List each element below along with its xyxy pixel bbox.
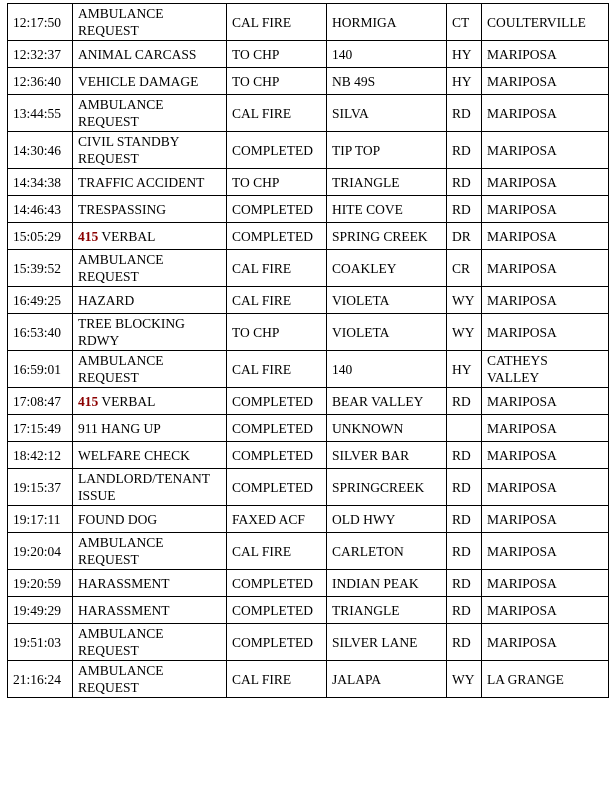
call-type-text: HARASSMENT — [78, 602, 170, 618]
disposition-cell: TO CHP — [227, 314, 327, 351]
time-cell: 15:05:29 — [8, 223, 73, 250]
city-cell: MARIPOSA — [482, 250, 609, 287]
call-type-text: AMBULANCE REQUEST — [78, 252, 164, 284]
call-type-text: TRAFFIC ACCIDENT — [78, 174, 205, 190]
call-type-cell — [73, 624, 227, 661]
city-cell: MARIPOSA — [482, 506, 609, 533]
street-cell: 140 — [327, 41, 447, 68]
table-row — [8, 624, 609, 661]
table-row — [8, 4, 609, 41]
time-cell: 21:16:24 — [8, 661, 73, 698]
street-suffix-cell: RD — [447, 624, 482, 661]
street-cell: NB 49S — [327, 68, 447, 95]
disposition-cell: TO CHP — [227, 169, 327, 196]
call-type-text: VEHICLE DAMAGE — [78, 73, 199, 89]
street-suffix-cell: CT — [447, 4, 482, 41]
city-cell: MARIPOSA — [482, 415, 609, 442]
time-cell: 19:51:03 — [8, 624, 73, 661]
call-type-cell — [73, 132, 227, 169]
street-suffix-cell: RD — [447, 533, 482, 570]
city-cell: MARIPOSA — [482, 533, 609, 570]
street-suffix-cell: HY — [447, 68, 482, 95]
street-cell: BEAR VALLEY — [327, 388, 447, 415]
disposition-cell: COMPLETED — [227, 624, 327, 661]
table-row — [8, 41, 609, 68]
table-row — [8, 169, 609, 196]
call-type-cell — [73, 41, 227, 68]
disposition-cell: CAL FIRE — [227, 533, 327, 570]
street-suffix-cell: RD — [447, 442, 482, 469]
call-type-text: WELFARE CHECK — [78, 447, 190, 463]
table-row — [8, 250, 609, 287]
call-type-cell — [73, 415, 227, 442]
disposition-cell: COMPLETED — [227, 388, 327, 415]
city-cell: COULTERVILLE — [482, 4, 609, 41]
city-cell: CATHEYS VALLEY — [482, 351, 609, 388]
call-type-cell — [73, 314, 227, 351]
city-cell: MARIPOSA — [482, 287, 609, 314]
street-cell: SPRINGCREEK — [327, 469, 447, 506]
time-cell: 12:17:50 — [8, 4, 73, 41]
city-cell: MARIPOSA — [482, 196, 609, 223]
call-type-cell — [73, 95, 227, 132]
street-suffix-cell: CR — [447, 250, 482, 287]
street-cell: SPRING CREEK — [327, 223, 447, 250]
street-cell: SILVA — [327, 95, 447, 132]
call-type-text: ANIMAL CARCASS — [78, 46, 197, 62]
call-type-text: LANDLORD/TENANT ISSUE — [78, 471, 210, 503]
call-type-text: TREE BLOCKING RDWY — [78, 316, 185, 348]
street-suffix-cell: RD — [447, 469, 482, 506]
city-cell: MARIPOSA — [482, 314, 609, 351]
call-type-text: HARASSMENT — [78, 575, 170, 591]
call-type-cell — [73, 661, 227, 698]
table-row — [8, 597, 609, 624]
table-row — [8, 388, 609, 415]
time-cell: 19:20:04 — [8, 533, 73, 570]
table-row — [8, 314, 609, 351]
city-cell: MARIPOSA — [482, 169, 609, 196]
time-cell: 14:34:38 — [8, 169, 73, 196]
call-type-cell — [73, 351, 227, 388]
street-suffix-cell: HY — [447, 351, 482, 388]
city-cell: MARIPOSA — [482, 388, 609, 415]
table-row — [8, 570, 609, 597]
disposition-cell: COMPLETED — [227, 469, 327, 506]
disposition-cell: COMPLETED — [227, 223, 327, 250]
call-type-text: TRESPASSING — [78, 201, 167, 217]
disposition-cell: COMPLETED — [227, 570, 327, 597]
disposition-cell: TO CHP — [227, 68, 327, 95]
street-cell: HITE COVE — [327, 196, 447, 223]
table-row — [8, 469, 609, 506]
table-row — [8, 287, 609, 314]
call-type-cell — [73, 469, 227, 506]
city-cell: MARIPOSA — [482, 132, 609, 169]
call-type-cell — [73, 597, 227, 624]
call-type-cell — [73, 4, 227, 41]
city-cell: LA GRANGE — [482, 661, 609, 698]
table-row — [8, 442, 609, 469]
table-row — [8, 533, 609, 570]
time-cell: 16:59:01 — [8, 351, 73, 388]
street-cell: SILVER BAR — [327, 442, 447, 469]
street-suffix-cell: RD — [447, 132, 482, 169]
table-row — [8, 95, 609, 132]
time-cell: 15:39:52 — [8, 250, 73, 287]
time-cell: 19:15:37 — [8, 469, 73, 506]
street-suffix-cell: RD — [447, 388, 482, 415]
call-type-cell — [73, 169, 227, 196]
call-type-cell — [73, 388, 227, 415]
street-cell: OLD HWY — [327, 506, 447, 533]
call-type-text: CIVIL STANDBY REQUEST — [78, 134, 180, 166]
table-row — [8, 506, 609, 533]
disposition-cell: COMPLETED — [227, 442, 327, 469]
street-suffix-cell: RD — [447, 196, 482, 223]
street-suffix-cell: WY — [447, 287, 482, 314]
call-type-cell — [73, 250, 227, 287]
time-cell: 14:30:46 — [8, 132, 73, 169]
penal-code: 415 — [78, 393, 99, 409]
city-cell: MARIPOSA — [482, 41, 609, 68]
street-cell: TRIANGLE — [327, 597, 447, 624]
call-type-text: AMBULANCE REQUEST — [78, 6, 164, 38]
street-cell: UNKNOWN — [327, 415, 447, 442]
street-suffix-cell: WY — [447, 314, 482, 351]
street-cell: HORMIGA — [327, 4, 447, 41]
street-cell: INDIAN PEAK — [327, 570, 447, 597]
call-type-cell — [73, 506, 227, 533]
call-type-text: VERBAL — [101, 393, 156, 409]
street-suffix-cell: WY — [447, 661, 482, 698]
disposition-cell: CAL FIRE — [227, 351, 327, 388]
call-type-cell — [73, 68, 227, 95]
table-row — [8, 132, 609, 169]
time-cell: 12:32:37 — [8, 41, 73, 68]
street-cell: TRIANGLE — [327, 169, 447, 196]
city-cell: MARIPOSA — [482, 597, 609, 624]
city-cell: MARIPOSA — [482, 95, 609, 132]
call-type-text: AMBULANCE REQUEST — [78, 353, 164, 385]
call-type-text: FOUND DOG — [78, 511, 158, 527]
time-cell: 19:49:29 — [8, 597, 73, 624]
call-type-cell — [73, 196, 227, 223]
time-cell: 18:42:12 — [8, 442, 73, 469]
street-suffix-cell: RD — [447, 169, 482, 196]
call-type-cell — [73, 570, 227, 597]
street-cell: TIP TOP — [327, 132, 447, 169]
disposition-cell: TO CHP — [227, 41, 327, 68]
table-row — [8, 661, 609, 698]
time-cell: 19:17:11 — [8, 506, 73, 533]
table-row — [8, 68, 609, 95]
disposition-cell: CAL FIRE — [227, 287, 327, 314]
call-type-text: HAZARD — [78, 292, 135, 308]
street-cell: 140 — [327, 351, 447, 388]
time-cell: 14:46:43 — [8, 196, 73, 223]
penal-code: 415 — [78, 228, 99, 244]
time-cell: 17:08:47 — [8, 388, 73, 415]
time-cell: 12:36:40 — [8, 68, 73, 95]
call-type-text: AMBULANCE REQUEST — [78, 97, 164, 129]
street-suffix-cell — [447, 415, 482, 442]
street-cell: VIOLETA — [327, 287, 447, 314]
city-cell: MARIPOSA — [482, 223, 609, 250]
street-suffix-cell: RD — [447, 570, 482, 597]
disposition-cell: CAL FIRE — [227, 95, 327, 132]
city-cell: MARIPOSA — [482, 442, 609, 469]
call-type-text: AMBULANCE REQUEST — [78, 663, 164, 695]
time-cell: 17:15:49 — [8, 415, 73, 442]
disposition-cell: CAL FIRE — [227, 661, 327, 698]
call-type-text: AMBULANCE REQUEST — [78, 626, 164, 658]
disposition-cell: COMPLETED — [227, 597, 327, 624]
call-type-cell — [73, 442, 227, 469]
city-cell: MARIPOSA — [482, 68, 609, 95]
street-suffix-cell: RD — [447, 597, 482, 624]
city-cell: MARIPOSA — [482, 570, 609, 597]
time-cell: 16:53:40 — [8, 314, 73, 351]
time-cell: 16:49:25 — [8, 287, 73, 314]
disposition-cell: CAL FIRE — [227, 4, 327, 41]
street-cell: CARLETON — [327, 533, 447, 570]
call-type-cell — [73, 533, 227, 570]
table-row — [8, 196, 609, 223]
time-cell: 13:44:55 — [8, 95, 73, 132]
street-suffix-cell: RD — [447, 506, 482, 533]
call-type-text: 911 HANG UP — [78, 420, 161, 436]
disposition-cell: COMPLETED — [227, 415, 327, 442]
table-row — [8, 415, 609, 442]
table-row — [8, 223, 609, 250]
street-cell: JALAPA — [327, 661, 447, 698]
city-cell: MARIPOSA — [482, 624, 609, 661]
street-cell: VIOLETA — [327, 314, 447, 351]
street-cell: SILVER LANE — [327, 624, 447, 661]
call-type-cell — [73, 287, 227, 314]
disposition-cell: COMPLETED — [227, 132, 327, 169]
table-row — [8, 351, 609, 388]
street-cell: COAKLEY — [327, 250, 447, 287]
city-cell: MARIPOSA — [482, 469, 609, 506]
street-suffix-cell: RD — [447, 95, 482, 132]
call-type-text: AMBULANCE REQUEST — [78, 535, 164, 567]
disposition-cell: CAL FIRE — [227, 250, 327, 287]
street-suffix-cell: DR — [447, 223, 482, 250]
street-suffix-cell: HY — [447, 41, 482, 68]
call-type-text: VERBAL — [101, 228, 156, 244]
disposition-cell: COMPLETED — [227, 196, 327, 223]
disposition-cell: FAXED ACF — [227, 506, 327, 533]
call-log-body — [8, 4, 609, 698]
call-type-cell — [73, 223, 227, 250]
call-log-table — [7, 3, 609, 698]
time-cell: 19:20:59 — [8, 570, 73, 597]
